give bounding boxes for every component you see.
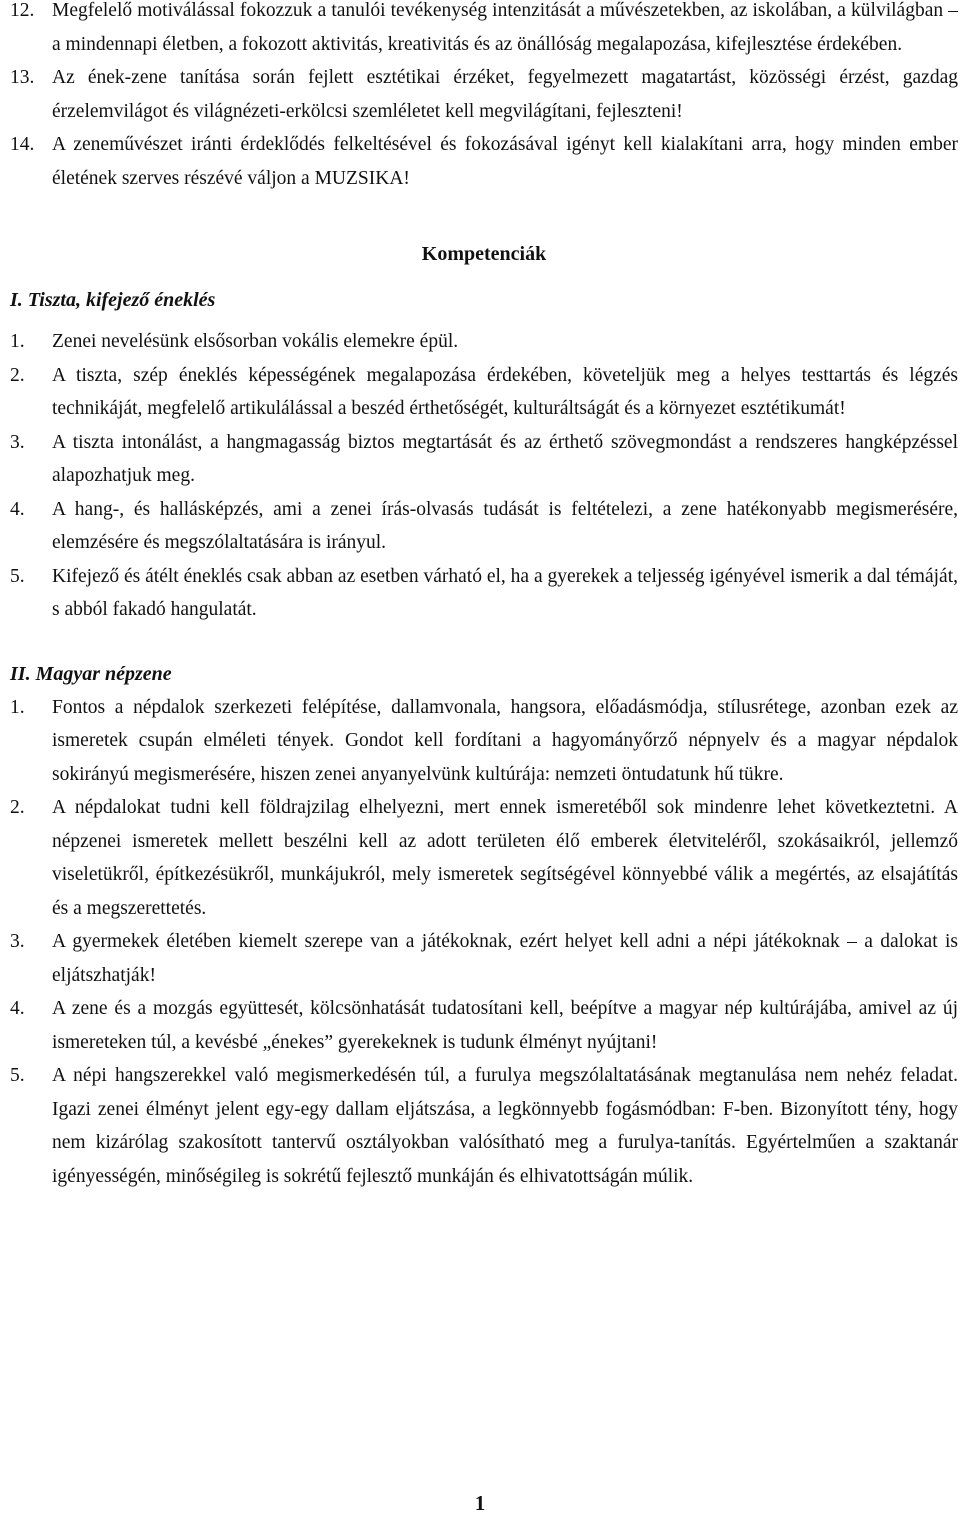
item-number: 5. — [10, 1065, 25, 1086]
list-item — [10, 925, 958, 992]
item-number: 3. — [10, 431, 25, 453]
item-number: 1. — [10, 331, 25, 352]
list-item — [10, 128, 958, 195]
item-number: 1. — [10, 696, 25, 718]
item-text: A zeneművészet iránti érdeklődés felkeltésével és fokozásával igényt kell kialakítani arra, hogy minden ember életének szerves részévé váljon a MUZSIKA! — [52, 134, 958, 189]
item-text: A hang-, és hallásképzés, ami a zenei írás-olvasás tudását is feltételezi, a zene hatékonyabb megismerésére, elemzésére és megszólaltatására is irányul. — [52, 498, 958, 553]
item-text: A népi hangszerekkel való megismerkedésén túl, a furulya megszólaltatásának megtanulása nem nehéz feladat. Igazi zenei élményt jelent egy-egy dallam eljátszása, a legkönnyebb fogásmódban: F-ben. Bizonyított tény, hogy nem kizárólag szakosított tantervű osztályokban valósítható meg a furulya-tanítás. Egyértelműen a szaktanár igényességén, minőségileg is sokrétű fejlesztő munkáján és elhivatottságán múlik. — [52, 1065, 958, 1187]
item-number: 13. — [10, 67, 35, 88]
item-text: A tiszta, szép éneklés képességének megalapozása érdekében, követeljük meg a helyes testtartás és légzés technikáját, megfelelő artikulálással a beszéd érthetőségét, kulturáltságát és a környezet esztétikumát! — [52, 364, 958, 419]
item-text: Zenei nevelésünk elsősorban vokális elemekre épül. — [52, 331, 459, 352]
item-number: 3. — [10, 931, 25, 952]
list-item — [10, 493, 958, 560]
item-number: 2. — [10, 797, 25, 818]
competencies-heading: Kompetenciák — [421, 243, 547, 265]
item-number: 5. — [10, 565, 25, 587]
item-text: A zene és a mozgás együttesét, kölcsönhatását tudatosítani kell, beépítve a magyar nép kultúrájába, amivel az új ismereteken túl, a kevésbé „énekes” gyerekeknek is tudunk élményt nyújtani! — [52, 998, 958, 1053]
section-title: II. Magyar népzene — [10, 662, 172, 685]
item-number: 2. — [10, 364, 25, 386]
list-item — [10, 1059, 958, 1193]
list-item — [10, 61, 958, 128]
page-number: 1 — [474, 1491, 486, 1515]
item-text: Az ének-zene tanítása során fejlett esztétikai érzéket, fegyelmezett magatartást, közösségi érzést, gazdag érzelemvilágot és világnézeti-erkölcsi szemléletet kell megvilágítani, fejleszteni! — [52, 67, 958, 122]
list-item — [10, 791, 958, 925]
item-number: 4. — [10, 498, 25, 520]
list-item — [10, 359, 958, 426]
item-number: 12. — [10, 0, 35, 21]
list-item — [10, 426, 958, 493]
section-folk-music — [10, 657, 958, 1194]
section-singing — [10, 283, 958, 627]
item-text: A tiszta intonálást, a hangmagasság biztos megtartását és az érthető szövegmondást a rendszeres hangképzéssel alapozhatjuk meg. — [52, 431, 958, 486]
item-number: 4. — [10, 998, 25, 1019]
item-text: Fontos a népdalok szerkezeti felépítése, dallamvonala, hangsora, előadásmódja, stílusrétege, azonban ezek az ismeretek csupán elméleti tények. Gondot kell fordítani a hagyományőrző népnyelv és a magyar népdalok sokirányú megismerésére, hiszen zenei anyanyelvünk kultúrája: nemzeti öntudatunk hű tükre. — [52, 696, 958, 785]
list-item — [10, 691, 958, 792]
list-item — [10, 560, 958, 627]
item-text: Kifejező és átélt éneklés csak abban az esetben várható el, ha a gyerekek a teljesség igényével ismerik a dal témáját, s abból fakadó hangulatát. — [52, 565, 958, 620]
section-title: I. Tiszta, kifejező éneklés — [10, 289, 216, 311]
list-item — [10, 325, 958, 359]
list-item — [10, 992, 958, 1059]
item-text: Megfelelő motiválással fokozzuk a tanulói tevékenység intenzitását a művészetekben, az iskolában, a külvilágban – a mindennapi életben, a fokozott aktivitás, kreativitás és az önállóság megalapozása, kifejlesztése érdekében. — [52, 0, 958, 55]
list-item — [10, 0, 958, 61]
item-number: 14. — [10, 134, 35, 155]
item-text: A népdalokat tudni kell földrajzilag elhelyezni, mert ennek ismeretéből sok mindenre lehet következtetni. A népzenei ismeretek mellett beszélni kell az adott területen élő emberek életviteléről, szokásaikról, jellemző viseletükről, építkezésükről, munkájukról, mely ismeretek segítségével könnyebbé válik a megértés, az elsajátítás és a megszerettetés. — [52, 797, 958, 919]
item-text: A gyermekek életében kiemelt szerepe van a játékoknak, ezért helyet kell adni a népi játékoknak – a dalokat is eljátszhatják! — [52, 931, 958, 986]
intro-list — [10, 0, 958, 195]
